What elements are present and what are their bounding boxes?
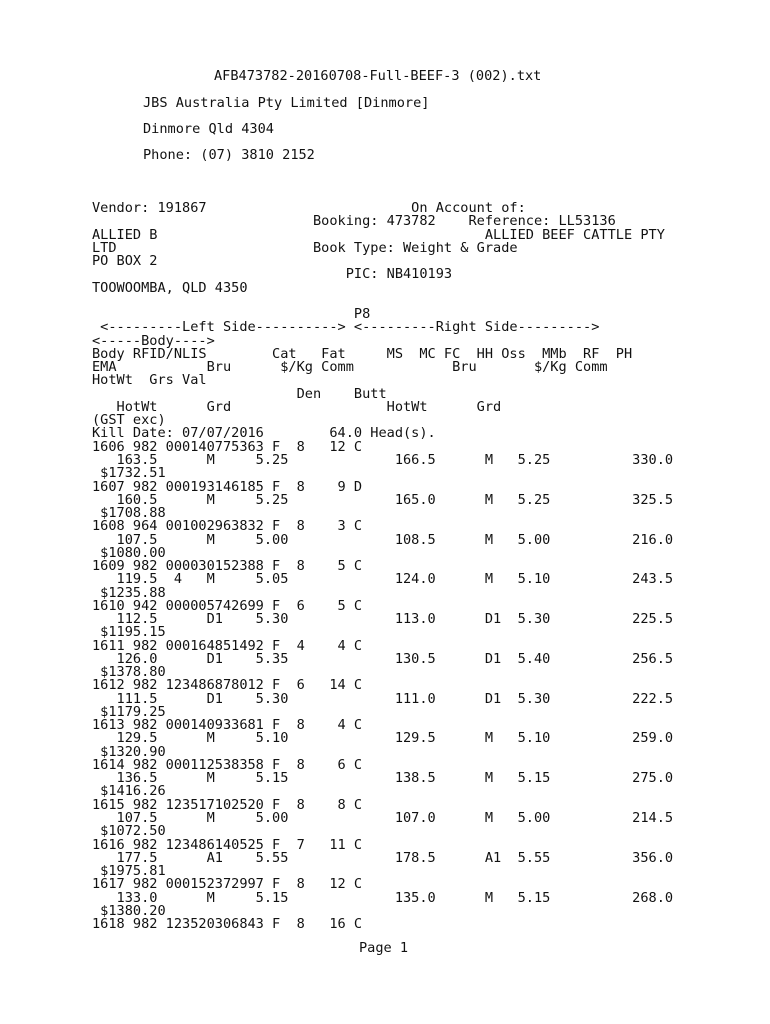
report-line: 129.5 M 5.10 129.5 M 5.10 259.0 [92, 730, 674, 747]
report-line: 1617 982 000152372997 F 8 12 C [92, 876, 363, 893]
report-line: Booking: 473782 Reference: LL53136 [92, 213, 616, 230]
report-line: $1975.81 [92, 863, 166, 879]
report-line: 136.5 M 5.15 138.5 M 5.15 275.0 [92, 770, 674, 787]
report-line: 1615 982 123517102520 F 8 8 C [92, 796, 363, 813]
report-line: $1380.20 [92, 902, 166, 919]
page-number: Page 1 [359, 940, 409, 956]
report-line: 133.0 M 5.15 135.0 M 5.15 268.0 [92, 889, 674, 906]
report-line: $1235.88 [92, 584, 166, 601]
company-phone: Phone: (07) 3810 2152 [143, 147, 315, 163]
report-line: 1613 982 000140933681 F 8 4 C [92, 717, 363, 734]
report-line: 1616 982 123486140525 F 7 11 C [92, 836, 363, 853]
report-line: P8 [92, 306, 371, 323]
report-line: ALLIED B ALLIED BEEF CATTLE PTY [92, 226, 665, 243]
report-line: HotWt Grs Val [92, 372, 207, 389]
report-line: $1708.88 [92, 505, 166, 521]
report-line: PO BOX 2 [92, 253, 158, 269]
report-line: 112.5 D1 5.30 113.0 D1 5.30 225.5 [92, 611, 674, 628]
report-line: 126.0 D1 5.35 130.5 D1 5.40 256.5 [92, 650, 674, 667]
document-title: AFB473782-20160708-Full-BEEF-3 (002).txt [214, 68, 542, 84]
report-line: Vendor: 191867 On Account of: [92, 200, 526, 216]
report-line: $1320.90 [92, 743, 166, 760]
report-line: EMA Bru $/Kg Comm Bru $/Kg Comm [92, 359, 608, 376]
report-line: TOOWOOMBA, QLD 4350 [92, 279, 248, 296]
report-line: $1179.25 [92, 703, 166, 720]
report-line: 1610 942 000005742699 F 6 5 C [92, 597, 363, 614]
report-line: 111.5 D1 5.30 111.0 D1 5.30 222.5 [92, 690, 674, 707]
report-line: 1612 982 123486878012 F 6 14 C [92, 677, 363, 694]
report-line: Body RFID/NLIS Cat Fat MS MC FC HH Oss MMb RF PH [92, 345, 633, 362]
report-line: 1618 982 123520306843 F 8 16 C [92, 916, 363, 932]
report-line: $1732.51 [92, 465, 166, 482]
report-line: 1608 964 001002963832 F 8 3 C [92, 518, 363, 535]
report-line: $1080.00 [92, 544, 166, 561]
report-line: <---------Left Side----------> <---------Right Side---------> [92, 319, 600, 336]
report-line: (GST exc) [92, 412, 166, 429]
report-line: 1606 982 000140775363 F 8 12 C [92, 438, 363, 455]
report-line: 177.5 A1 5.55 178.5 A1 5.55 356.0 [92, 849, 674, 866]
report-line: Den Butt [92, 385, 387, 402]
report-line: 1609 982 000030152388 F 8 5 C [92, 558, 363, 574]
report-line: 1607 982 000193146185 F 8 9 D [92, 478, 363, 495]
report-line: $1378.80 [92, 664, 166, 681]
report-line: 160.5 M 5.25 165.0 M 5.25 325.5 [92, 491, 674, 508]
report-line: 119.5 4 M 5.05 124.0 M 5.10 243.5 [92, 571, 674, 588]
report-line: 107.5 M 5.00 107.0 M 5.00 214.5 [92, 810, 674, 826]
company-address: Dinmore Qld 4304 [143, 121, 274, 137]
report-line: 1611 982 000164851492 F 4 4 C [92, 637, 363, 654]
report-line: LTD Book Type: Weight & Grade [92, 239, 518, 256]
report-line: $1416.26 [92, 783, 166, 800]
report-line: PIC: NB410193 [92, 266, 453, 283]
report-line: $1072.50 [92, 823, 166, 840]
report-line: $1195.15 [92, 624, 166, 641]
report-line: Kill Date: 07/07/2016 64.0 Head(s). [92, 425, 436, 442]
report-line: 107.5 M 5.00 108.5 M 5.00 216.0 [92, 531, 674, 548]
report-line: <-----Body----> [92, 332, 215, 349]
report-line: 163.5 M 5.25 166.5 M 5.25 330.0 [92, 451, 674, 468]
report-line: 1614 982 000112538358 F 8 6 C [92, 756, 363, 773]
report-line: HotWt Grd HotWt Grd [92, 398, 502, 415]
company-name: JBS Australia Pty Limited [Dinmore] [143, 95, 430, 111]
